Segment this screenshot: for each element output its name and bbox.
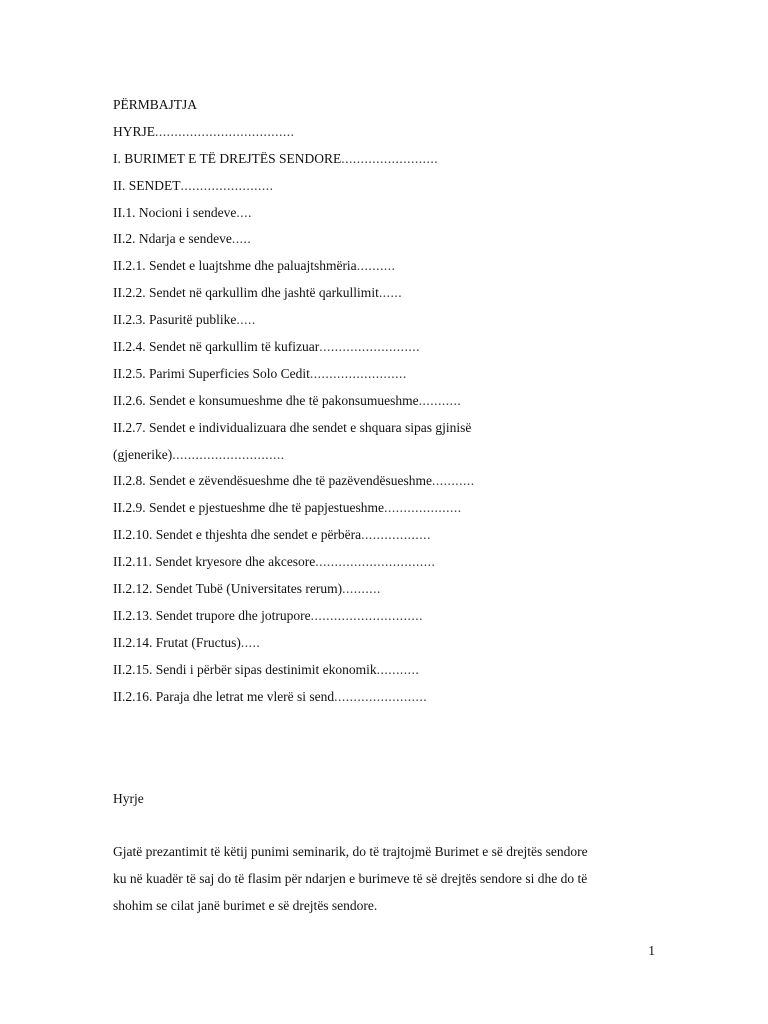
toc-entry-text: HYRJE — [113, 123, 156, 139]
toc-leader-dots: ............................... — [315, 554, 436, 570]
toc-entry[interactable] — [113, 630, 673, 657]
toc-entry-text: II.2.2. Sendet në qarkullim dhe jashtë qarkullimit — [113, 285, 379, 301]
toc-entry-text: II.2.15. Sendi i përbër sipas destinimit ekonomik — [113, 661, 377, 677]
toc-leader-dots: .......... — [342, 581, 381, 597]
toc-leader-dots: ........... — [376, 661, 420, 677]
toc-entry-text: II.1. Nocioni i sendeve — [113, 204, 237, 220]
toc-leader-dots: ......................... — [341, 150, 439, 166]
toc-leader-dots: ..... — [231, 231, 252, 247]
toc-entry-text: II.2.9. Sendet e pjestueshme dhe të papjestueshme — [113, 500, 385, 516]
toc-entry-text: I. BURIMET E TË DREJTËS SENDORE — [113, 150, 342, 166]
table-of-contents — [113, 92, 673, 710]
page-number: 1 — [648, 943, 655, 958]
toc-entry-text: II.2.3. Pasuritë publike — [113, 312, 237, 328]
toc-leader-dots: ............................. — [310, 607, 423, 623]
toc-entry[interactable] — [113, 576, 673, 603]
toc-entry-text: II.2.8. Sendet e zëvendësueshme dhe të pazëvendësueshme — [113, 473, 432, 489]
toc-entry[interactable] — [113, 280, 673, 307]
toc-leader-dots: ............................. — [172, 446, 285, 462]
toc-entry[interactable] — [113, 549, 673, 576]
toc-leader-dots: ........... — [418, 392, 462, 408]
paragraph-line: Gjatë prezantimit të këtij punimi seminarik, do të trajtojmë Burimet e së drejtës sendore — [113, 844, 588, 859]
toc-entry-text: II.2.7. Sendet e individualizuara dhe sendet e shquara sipas gjinisë — [113, 419, 472, 435]
toc-entry[interactable] — [113, 361, 673, 388]
toc-entry[interactable] — [113, 468, 673, 495]
toc-entry[interactable] — [113, 415, 673, 442]
toc-entry[interactable] — [113, 334, 673, 361]
toc-entry-text: II.2.12. Sendet Tubë (Universitates rerum) — [113, 581, 343, 597]
toc-leader-dots: .......................... — [319, 339, 420, 355]
paragraph-line: ku në kuadër të saj do të flasim për ndarjen e burimeve të së drejtës sendore si dhe do të — [113, 871, 588, 886]
toc-entry-text: II.2.1. Sendet e luajtshme dhe paluajtshmëria — [113, 258, 357, 274]
toc-entry[interactable] — [113, 253, 673, 280]
toc-entry[interactable] — [113, 226, 673, 253]
toc-leader-dots: ........................ — [334, 688, 428, 704]
toc-entry[interactable] — [113, 522, 673, 549]
toc-leader-dots: .......... — [356, 258, 396, 274]
toc-entry[interactable] — [113, 173, 673, 200]
toc-entry-text: II.2.6. Sendet e konsumueshme dhe të pakonsumueshme — [113, 392, 419, 408]
toc-entry-text: II.2.4. Sendet në qarkullim të kufizuar — [113, 339, 320, 355]
toc-leader-dots: .... — [236, 204, 252, 220]
toc-leader-dots: ..... — [236, 312, 256, 328]
toc-entry-text: II.2.13. Sendet trupore dhe jotrupore — [113, 607, 311, 623]
toc-entry[interactable] — [113, 119, 673, 146]
toc-entry[interactable] — [113, 146, 673, 173]
toc-leader-dots: ......................... — [309, 365, 407, 381]
toc-entry[interactable] — [113, 684, 673, 711]
toc-leader-dots: ........................ — [180, 177, 274, 193]
intro-paragraph — [113, 838, 673, 919]
toc-entry-text: II. SENDET — [113, 177, 181, 193]
toc-entry[interactable] — [113, 200, 673, 227]
toc-entry[interactable] — [113, 307, 673, 334]
toc-entry-text: II.2.11. Sendet kryesore dhe akcesore — [113, 554, 316, 570]
toc-leader-dots: ..... — [240, 634, 261, 650]
toc-entry[interactable] — [113, 495, 673, 522]
toc-leader-dots: ........... — [432, 473, 475, 489]
toc-leader-dots: .................. — [361, 527, 431, 543]
toc-entry-text: II.2. Ndarja e sendeve — [113, 231, 232, 247]
toc-entry[interactable] — [113, 603, 673, 630]
toc-entry-continuation[interactable] — [113, 442, 673, 469]
toc-entry-text: II.2.14. Frutat (Fructus) — [113, 634, 241, 650]
toc-entry-text: II.2.16. Paraja dhe letrat me vlerë si send — [113, 688, 335, 704]
paragraph-line: shohim se cilat janë burimet e së drejtës sendore. — [113, 898, 378, 913]
toc-entry-text: II.2.5. Parimi Superficies Solo Cedit — [113, 365, 310, 381]
toc-entry-text: (gjenerike) — [113, 446, 173, 462]
intro-heading: Hyrje — [113, 791, 144, 806]
toc-entry[interactable] — [113, 657, 673, 684]
toc-leader-dots: .................................... — [155, 123, 295, 139]
toc-entry-text: II.2.10. Sendet e thjeshta dhe sendet e përbëra — [113, 527, 362, 543]
toc-leader-dots: ...... — [378, 285, 403, 301]
toc-entry[interactable] — [113, 388, 673, 415]
toc-title: PËRMBAJTJA — [113, 97, 198, 112]
toc-leader-dots: .................... — [384, 500, 462, 516]
